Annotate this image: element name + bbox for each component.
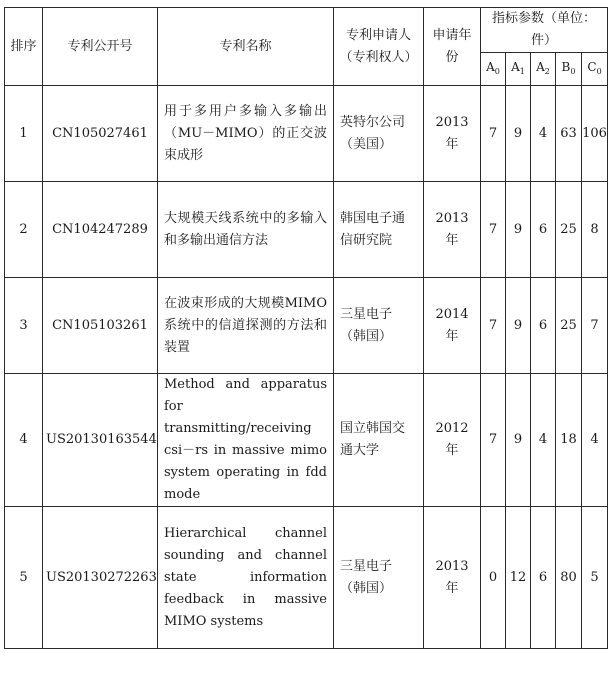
cell-pub-no: US20130272263 [43,507,158,649]
header-row [5,8,608,53]
header-name: 专利名称 [158,8,334,86]
header-b0: $B_0$ [556,53,582,86]
cell-a1: 9 [506,278,531,374]
cell-name: 用于多用户多输入多输出（MU－MIMO）的正交波束成形 [158,86,334,182]
cell-name: 大规模天线系统中的多输入和多输出通信方法 [158,182,334,278]
cell-a2: 4 [531,86,556,182]
cell-a0: 0 [481,507,506,649]
cell-b0: 25 [556,278,582,374]
cell-a2: 4 [531,374,556,507]
cell-b0: 18 [556,374,582,507]
cell-pub-no: CN105103261 [43,278,158,374]
cell-a2: 6 [531,507,556,649]
cell-a2: 6 [531,182,556,278]
patent-table [4,7,608,649]
cell-name: Hierarchical channel sounding and channel state information feedback in massive MIMO systems [158,507,334,649]
cell-a1: 9 [506,86,531,182]
cell-c0: 7 [582,278,608,374]
table-row [5,374,608,507]
cell-c0: 8 [582,182,608,278]
cell-a0: 7 [481,182,506,278]
cell-b0: 25 [556,182,582,278]
cell-pub-no: US20130163544 [43,374,158,507]
header-year: 申请年份 [424,8,481,86]
cell-pub-no: CN105027461 [43,86,158,182]
table-row [5,182,608,278]
cell-applicant: 三星电子（韩国） [334,278,424,374]
cell-name: Method and apparatus for transmitting/receiving csi－rs in massive mimo system operating in fdd mode [158,374,334,507]
cell-applicant: 国立韩国交通大学 [334,374,424,507]
cell-a0: 7 [481,278,506,374]
cell-a1: 12 [506,507,531,649]
cell-year: 2013 年 [424,507,481,649]
table-row [5,278,608,374]
cell-b0: 80 [556,507,582,649]
header-a1: $A_1$ [506,53,531,86]
cell-a0: 7 [481,374,506,507]
cell-a1: 9 [506,182,531,278]
cell-rank: 4 [5,374,43,507]
cell-rank: 3 [5,278,43,374]
header-rank: 排序 [5,8,43,86]
cell-applicant: 英特尔公司（美国） [334,86,424,182]
table-row [5,86,608,182]
cell-rank: 1 [5,86,43,182]
cell-year: 2013 年 [424,182,481,278]
header-c0: $C_0$ [582,53,608,86]
cell-c0: 106 [582,86,608,182]
cell-year: 2012 年 [424,374,481,507]
header-pub-no: 专利公开号 [43,8,158,86]
cell-a1: 9 [506,374,531,507]
cell-applicant: 韩国电子通信研究院 [334,182,424,278]
cell-applicant: 三星电子（韩国） [334,507,424,649]
header-applicant: 专利申请人（专利权人） [334,8,424,86]
cell-rank: 5 [5,507,43,649]
header-a0: $A_0$ [481,53,506,86]
cell-rank: 2 [5,182,43,278]
cell-year: 2014 年 [424,278,481,374]
cell-a0: 7 [481,86,506,182]
header-a2: $A_2$ [531,53,556,86]
header-indicators: 指标参数（单位：件） [481,8,608,53]
cell-a2: 6 [531,278,556,374]
cell-c0: 4 [582,374,608,507]
cell-c0: 5 [582,507,608,649]
cell-pub-no: CN104247289 [43,182,158,278]
cell-name: 在波束形成的大规模MIMO 系统中的信道探测的方法和装置 [158,278,334,374]
cell-b0: 63 [556,86,582,182]
cell-year: 2013 年 [424,86,481,182]
table-row [5,507,608,649]
